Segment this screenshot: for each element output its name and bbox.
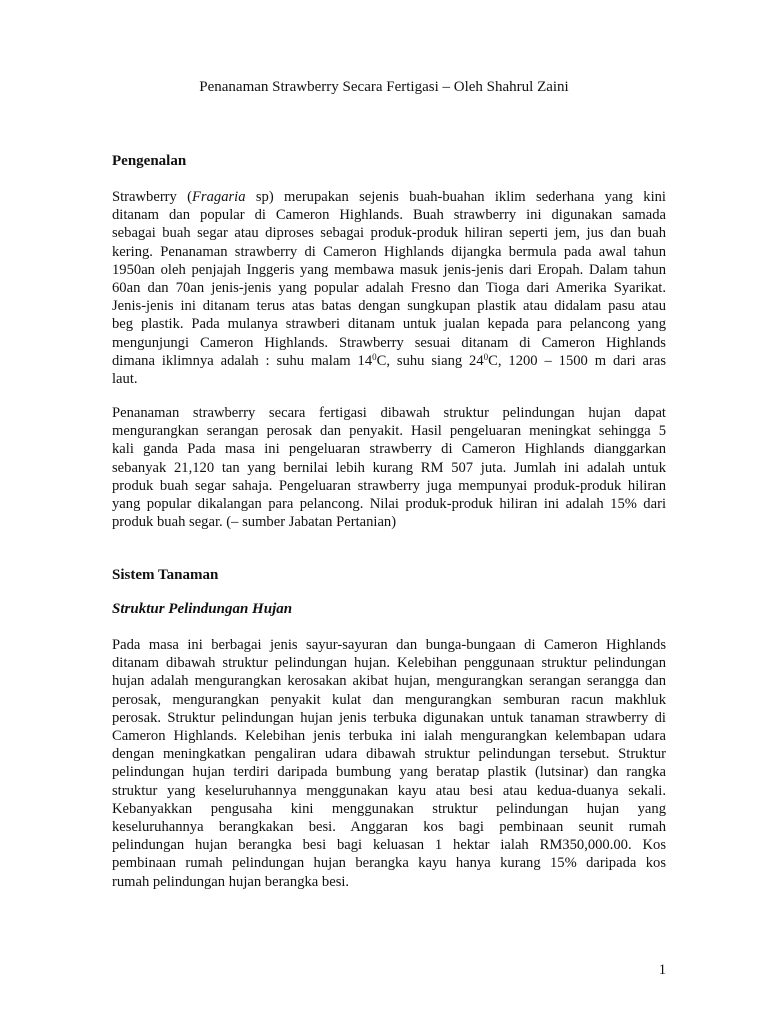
paragraph-intro-2 [112, 404, 666, 531]
text-line: yang popular dikalangan para pelancong. Nilai produk-produk hiliran ini adalah 15% dari [112, 496, 666, 513]
text-line [112, 188, 666, 206]
text-line: perosak, mengurangkan penyakit kulat dan mengurangkan semburan racun makhluk [112, 691, 666, 708]
text-line: perosak. Struktur pelindungan hujan jenis terbuka digunakan untuk tanaman strawberry di [112, 709, 666, 726]
text-line: mengurangkan serangan perosak dan penyakit. Hasil pengeluaran meningkat sehingga 5 [112, 423, 666, 440]
text-line: pembinaan rumah pelindungan hujan berangka kayu hanya kurang 15% daripada kos [112, 855, 666, 872]
paragraph-system-1 [112, 636, 666, 891]
text-run: dimana iklimnya adalah : suhu malam 14 [112, 352, 373, 369]
text-line: Jenis-jenis ini ditanam terus atas batas dengan sungkupan plastik atau didalam pasu atau [112, 298, 666, 315]
text-line: kali ganda Pada masa ini pengeluaran strawberry di Cameron Highlands dianggarkan [112, 441, 666, 458]
text-line: ditanam dan popular di Cameron Highlands. Buah strawberry ini digunakan samada [112, 207, 666, 224]
text-line: Penanaman strawberry secara fertigasi dibawah struktur pelindungan hujan dapat [112, 405, 666, 421]
text-line: pelindungan hujan terdiri daripada bumbung yang beratap plastik (lutsinar) dan rangka [112, 764, 666, 781]
text-line: produk buah segar sahaja. Pengeluaran strawberry juga mempunyai produk-produk hiliran [112, 477, 666, 494]
subsection-heading-struktur: Struktur Pelindungan Hujan [112, 601, 293, 617]
paragraph-intro-1 [112, 188, 666, 388]
text-line: ditanam dibawah struktur pelindungan hujan. Kelebihan penggunaan struktur pelindungan [112, 655, 666, 672]
text-line: dengan meningkatkan pengaliran udara dibawah struktur pelindungan tersebut. Struktur [112, 746, 666, 763]
page-number: 1 [658, 962, 666, 978]
text-line: sebagai buah segar atau diproses sebagai produk-produk hiliran seperti jem, jus dan buah [112, 225, 666, 242]
text-line: Pada masa ini berbagai jenis sayur-sayuran dan bunga-bungaan di Cameron Highlands [112, 637, 666, 653]
superscript-degree: 0 [483, 351, 489, 362]
scientific-name: Fragaria [192, 189, 246, 205]
text-run: C, 1200 – 1500 m dari aras [488, 352, 667, 369]
text-run: Strawberry ( [112, 189, 193, 205]
text-line: beg plastik. Pada mulanya strawberi ditanam untuk jualan kepada para pelancong yang [112, 316, 666, 333]
text-run: sp) merupakan sejenis buah-buahan iklim sederhana yang kini [245, 189, 666, 205]
text-line: struktur yang keseluruhannya menggunakan kayu atau besi atau kedua-duanya sekali. [112, 782, 666, 799]
text-line [112, 352, 666, 370]
text-line: pelindungan hujan berangka besi bagi keluasan 1 hektar ialah RM350,000.00. Kos [112, 837, 666, 854]
text-line: rumah pelindungan hujan berangka besi. [112, 873, 350, 890]
text-line: produk buah segar. (– sumber Jabatan Pertanian) [112, 514, 397, 531]
text-line: 1950an oleh penjajah Inggeris yang membawa masuk jenis-jenis dari Eropah. Dalam tahun [112, 261, 666, 278]
section-heading-pengenalan: Pengenalan [112, 153, 187, 169]
text-run: C, suhu siang 24 [376, 352, 484, 369]
text-line: Cameron Highlands. Kelebihan jenis terbuka ini ialah mengurangkan kelembapan udara [112, 728, 666, 745]
text-line: hujan adalah mengurangkan kerosakan akibat hujan, mengurangkan serangan serangga dan [112, 673, 666, 690]
text-line: kering. Penanaman strawberry di Cameron Highlands dijangka bermula pada awal tahun [112, 243, 666, 260]
text-line: laut. [112, 371, 138, 388]
text-line: 60an dan 70an jenis-jenis yang popular adalah Fresno dan Tioga dari Amerika Syarikat. [112, 280, 666, 297]
text-line: mengunjungi Cameron Highlands. Strawberry sesuai ditanam di Cameron Highlands [112, 334, 666, 351]
text-line: keseluruhannya berangkakan besi. Anggaran kos bagi pembinaan seunit rumah [112, 819, 666, 836]
text-line: sebanyak 21,120 tan yang bernilai lebih kurang RM 507 juta. Jumlah ini adalah untuk [112, 459, 666, 476]
document-title: Penanaman Strawberry Secara Fertigasi – Oleh Shahrul Zaini [199, 79, 569, 95]
text-line: Kebanyakkan pengusaha kini menggunakan struktur pelindungan hujan yang [112, 800, 666, 817]
section-heading-sistem-tanaman: Sistem Tanaman [112, 567, 219, 583]
superscript-degree: 0 [372, 351, 377, 362]
